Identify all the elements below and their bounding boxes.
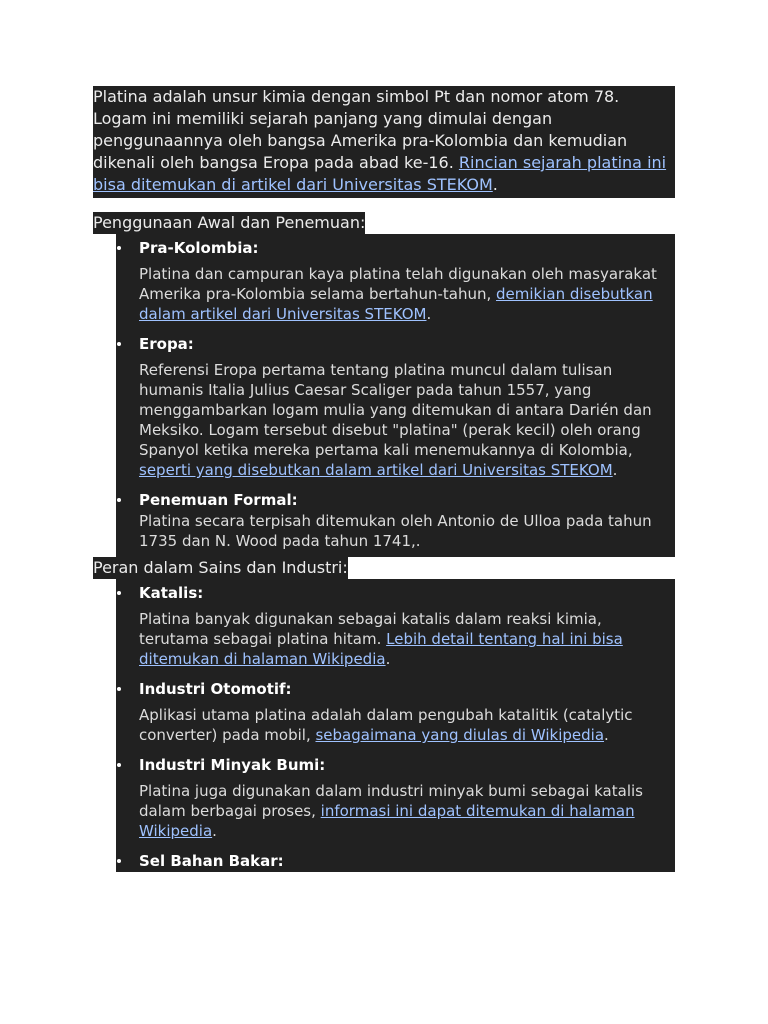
intro-link[interactable]: Rincian sejarah platina ini bisa ditemukan di artikel dari Universitas STEKOM: [93, 153, 667, 194]
item-end: .: [212, 822, 217, 840]
item-description: [116, 355, 675, 486]
document-page: [93, 86, 675, 908]
item-description: [116, 604, 675, 675]
item-label: Eropa:: [139, 335, 194, 353]
item-link[interactable]: demikian disebutkan dalam artikel dari Universitas STEKOM: [139, 285, 653, 323]
early-use-list: [93, 234, 675, 557]
list-item: [116, 751, 675, 847]
item-link[interactable]: seperti yang disebutkan dalam artikel dari Universitas STEKOM: [139, 461, 613, 479]
list-item: [116, 330, 675, 486]
item-description: [116, 776, 675, 847]
list-item: [116, 486, 675, 557]
item-text: Platina banyak digunakan sebagai katalis dalam reaksi kimia, terutama sebagai platina hitam.: [139, 610, 602, 648]
list-item: [116, 234, 675, 330]
section-heading-science-industry: Peran dalam Sains dan Industri:: [93, 558, 348, 577]
item-text: Referensi Eropa pertama tentang platina muncul dalam tulisan humanis Italia Julius Caesar Scaliger pada tahun 1557, yang menggambarkan logam mulia yang ditemukan di antara Darién dan Meksiko. Logam tersebut disebut "platina" (perak kecil) oleh orang Spanyol ketika mereka pertama kali menemukannya di Kolombia,: [139, 361, 652, 459]
item-end: .: [426, 305, 432, 323]
list-item: [116, 579, 675, 675]
list-item: [116, 675, 675, 751]
item-description: [116, 259, 675, 330]
item-end: .: [612, 461, 618, 479]
item-text: Platina juga digunakan dalam industri minyak bumi sebagai katalis dalam berbagai proses,: [139, 782, 643, 820]
item-description: [116, 511, 675, 557]
item-link[interactable]: sebagaimana yang diulas di Wikipedia: [315, 726, 605, 744]
science-industry-list: [93, 579, 675, 872]
item-link[interactable]: informasi ini dapat ditemukan di halaman Wikipedia: [139, 802, 635, 840]
item-link[interactable]: Lebih detail tentang hal ini bisa ditemukan di halaman Wikipedia: [139, 630, 623, 668]
item-label: Industri Minyak Bumi:: [139, 756, 326, 774]
section-heading-early-use: Penggunaan Awal dan Penemuan:: [93, 213, 366, 232]
list-item: [116, 847, 675, 872]
item-text: Platina dan campuran kaya platina telah digunakan oleh masyarakat Amerika pra-Kolombia selama bertahun-tahun,: [139, 265, 657, 303]
item-text: Aplikasi utama platina adalah dalam pengubah katalitik (catalytic converter) pada mobil,: [139, 706, 633, 744]
item-label: Pra-Kolombia:: [139, 239, 259, 257]
item-label: Katalis:: [139, 584, 204, 602]
intro-end: .: [492, 175, 498, 194]
item-description: [116, 700, 675, 751]
item-end: .: [604, 726, 609, 744]
item-text: Platina secara terpisah ditemukan oleh Antonio de Ulloa pada tahun 1735 dan N. Wood pada tahun 1741,.: [139, 512, 652, 550]
intro-paragraph: [93, 86, 675, 198]
intro-text: Platina adalah unsur kimia dengan simbol Pt dan nomor atom 78. Logam ini memiliki sejarah panjang yang dimulai dengan penggunaannya oleh bangsa Amerika pra-Kolombia dan kemudian dikenali oleh bangsa Eropa pada abad ke-16.: [93, 87, 628, 172]
item-label: Sel Bahan Bakar:: [139, 852, 284, 870]
item-label: Penemuan Formal:: [139, 491, 298, 509]
item-end: .: [385, 650, 391, 668]
item-label: Industri Otomotif:: [139, 680, 292, 698]
